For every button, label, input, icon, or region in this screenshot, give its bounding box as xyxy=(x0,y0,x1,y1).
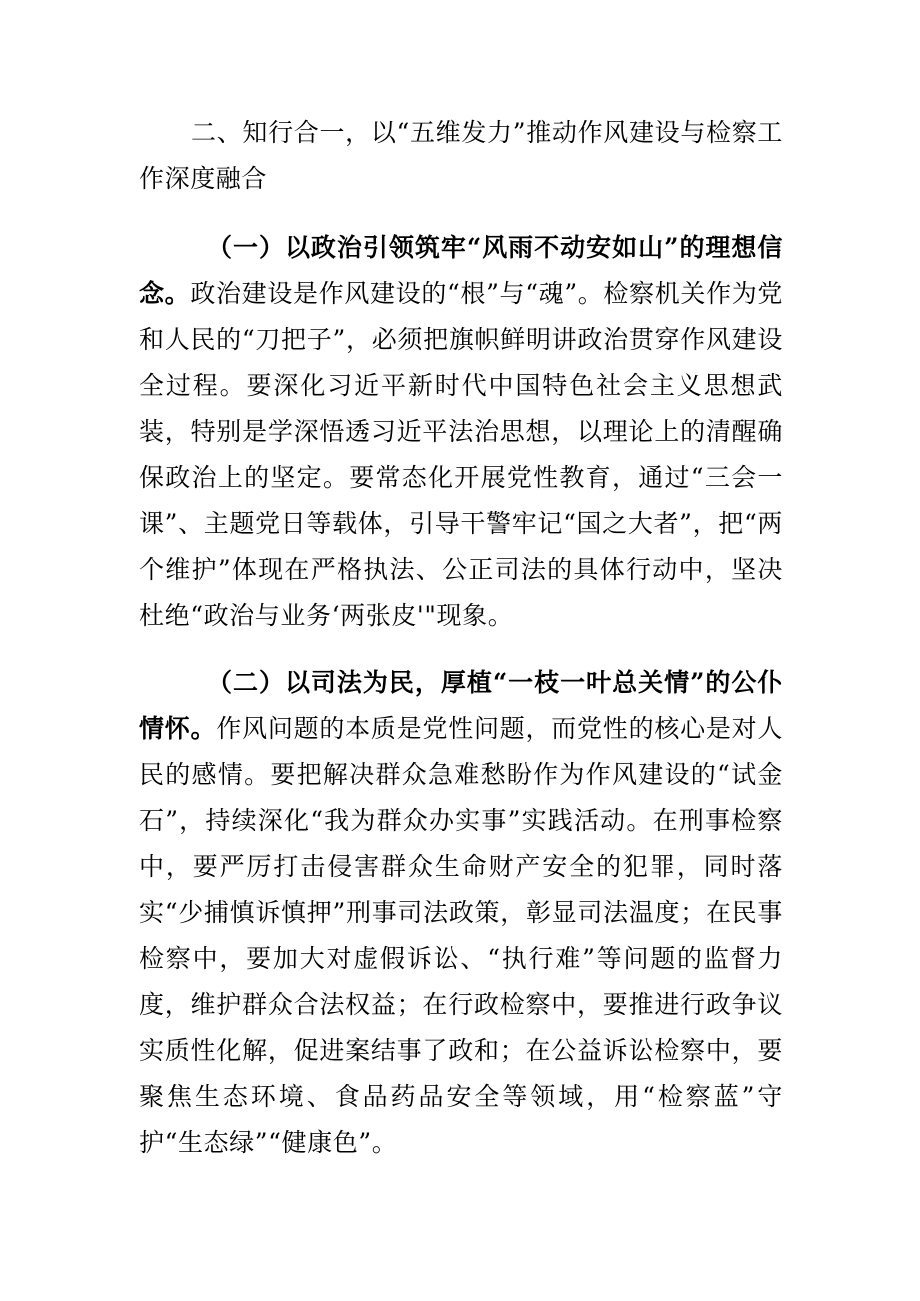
paragraph-body: 作风问题的本质是党性问题，而党性的核心是对人民的感情。要把解决群众急难愁盼作为作风建设的“试金石”，持续深化“我为群众办实事”实践活动。在刑事检察中，要严厉打击侵害群众生命财产安全的犯罪，同时落实“少捕慎诉慎押”刑事司法政策，彰显司法温度；在民事检察中，要加大对虚假诉讼、“执行难”等问题的监督力度，维护群众合法权益；在行政检察中，要推进行政争议实质性化解，促进案结事了政和；在公益诉讼检察中，要聚焦生态环境、食品药品安全等领域，用“检察蓝”守护“生态绿”“健康色”。 xyxy=(139,714,784,1157)
paragraph-lead: （一）以政治引领筑牢“风雨不动安如山”的理想信念。 xyxy=(139,233,783,308)
paragraph-body: 政治建设是作风建设的“根”与“魂”。检察机关作为党和人民的“刀把子”，必须把旗帜鲜明讲政治贯穿作风建设全过程。要深化习近平新时代中国特色社会主义思想武装，特别是学深悟透习近平法治思想，以理论上的清醒确保政治上的坚定。要常态化开展党性教育，通过“三会一课”、主题党日等载体，引导干警牢记“国之大者”，把“两个维护”体现在严格执法、公正司法的具体行动中，坚决杜绝“政治与业务‘两张皮'"现象。 xyxy=(139,279,784,630)
paragraph-political-guidance xyxy=(139,225,783,639)
paragraph-lead: （二）以司法为民，厚植“一枝一叶总关情”的公仆情怀。 xyxy=(139,668,783,743)
paragraph-justice-for-people xyxy=(139,660,783,1166)
section-heading: 二、知行合一，以“五维发力”推动作风建设与检察工作深度融合 xyxy=(139,118,783,193)
